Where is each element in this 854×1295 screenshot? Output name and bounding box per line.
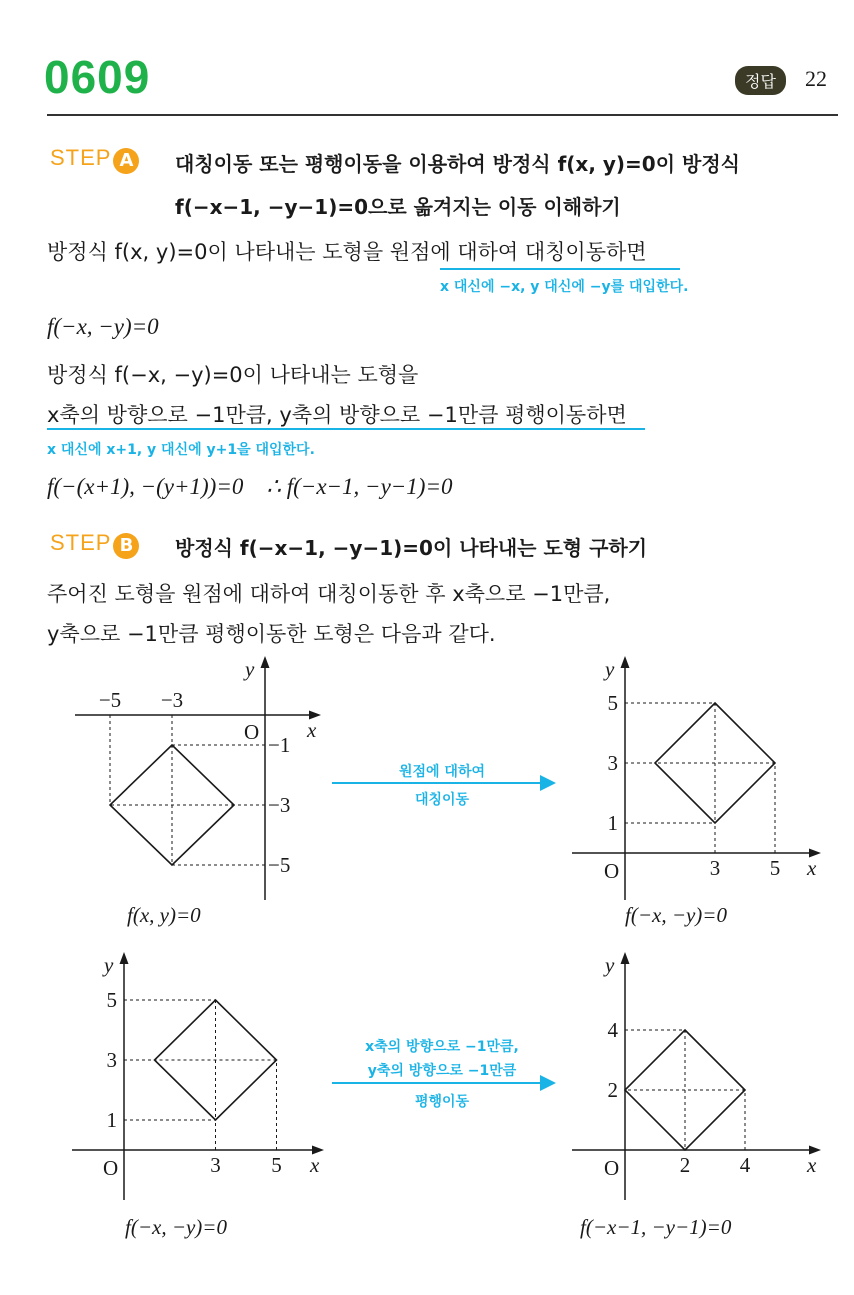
body-line3: 방정식 f(−x, −y)=0이 나타내는 도형을: [47, 363, 419, 387]
arrow-translate-label: 평행이동: [414, 1094, 470, 1110]
transform-arrows: [332, 763, 552, 1110]
arrow-translate-label: x축의 방향으로 −1만큼,: [365, 1039, 519, 1055]
answer-page-ref: 22: [805, 66, 827, 91]
step-label: STEP: [50, 530, 112, 555]
y-axis-label: y: [245, 657, 255, 681]
x-axis-label: x: [307, 718, 317, 742]
x-axis-label: x: [807, 1153, 817, 1177]
x-tick-label: 4: [739, 1153, 751, 1177]
x-tick-label: −3: [160, 688, 184, 712]
x-tick-label: −5: [98, 688, 122, 712]
y-tick-label: −3: [268, 793, 291, 817]
graph-caption: f(−x, −y)=0: [125, 1215, 227, 1239]
y-axis-label: y: [605, 657, 615, 681]
origin-label: O: [604, 859, 620, 883]
x-tick-label: 2: [679, 1153, 691, 1177]
graph-caption: f(x, y)=0: [127, 903, 201, 927]
y-tick-label: 2: [607, 1078, 618, 1102]
graph-2: [572, 657, 817, 927]
graph-caption: f(−x, −y)=0: [625, 903, 727, 927]
graph-1: [75, 657, 317, 927]
x-tick-label: 3: [210, 1153, 221, 1177]
x-tick-label: 5: [271, 1153, 282, 1177]
body-b-line2: y축으로 −1만큼 평행이동한 도형은 다음과 같다.: [47, 622, 496, 646]
graph-3: [72, 953, 320, 1239]
arrow-translate-label: y축의 방향으로 −1만큼: [367, 1063, 517, 1079]
x-axis-label: x: [807, 856, 817, 880]
body-line5: f(−(x+1), −(y+1))=0 ∴ f(−x−1, −y−1)=0: [47, 474, 453, 499]
body-line1-underlined: 원점에 대하여 대칭이동하면: [389, 240, 647, 264]
y-tick-label: 4: [607, 1018, 618, 1042]
body-line2: f(−x, −y)=0: [47, 314, 159, 339]
y-axis-label: y: [104, 953, 114, 977]
annotation-1: x 대신에 −x, y 대신에 −y를 대입한다.: [440, 279, 689, 295]
step-letter-badge: B: [113, 533, 139, 559]
origin-label: O: [244, 720, 260, 744]
arrow-reflect-label: 대칭이동: [414, 792, 470, 808]
answer-badge: 정답: [735, 66, 786, 95]
step-a-title-line2: f(−x−1, −y−1)=0으로 옮겨지는 이동 이해하기: [175, 195, 621, 219]
y-tick-label: 5: [106, 988, 117, 1012]
problem-number: 0609: [44, 51, 151, 103]
annotation-2: x 대신에 x+1, y 대신에 y+1을 대입한다.: [47, 442, 315, 458]
body-b-line1: 주어진 도형을 원점에 대하여 대칭이동한 후 x축으로 −1만큼,: [47, 582, 611, 606]
graph-4: [572, 953, 817, 1239]
step-b-title: 방정식 f(−x−1, −y−1)=0이 나타내는 도형 구하기: [175, 536, 648, 560]
x-tick-label: 3: [709, 856, 721, 880]
x-tick-label: 5: [769, 856, 781, 880]
arrow-reflect-label: 원점에 대하여: [398, 764, 486, 780]
body-line4: x축의 방향으로 −1만큼, y축의 방향으로 −1만큼 평행이동하면: [47, 403, 627, 427]
step-letter-badge: A: [113, 148, 139, 174]
origin-label: O: [604, 1156, 620, 1180]
y-tick-label: 1: [607, 811, 618, 835]
body-line1-text: 방정식 f(x, y)=0이 나타내는 도형을: [47, 240, 390, 264]
y-tick-label: 3: [607, 751, 618, 775]
y-tick-label: 3: [106, 1048, 117, 1072]
y-tick-label: −5: [268, 853, 291, 877]
y-axis-label: y: [605, 953, 615, 977]
step-label: STEP: [50, 145, 112, 170]
y-tick-label: 5: [607, 691, 618, 715]
y-tick-label: 1: [106, 1108, 117, 1132]
y-tick-label: −1: [268, 733, 291, 757]
graph-caption: f(−x−1, −y−1)=0: [580, 1215, 732, 1239]
origin-label: O: [103, 1156, 119, 1180]
step-a-title-line1: 대칭이동 또는 평행이동을 이용하여 방정식 f(x, y)=0이 방정식: [175, 152, 740, 176]
x-axis-label: x: [310, 1153, 320, 1177]
